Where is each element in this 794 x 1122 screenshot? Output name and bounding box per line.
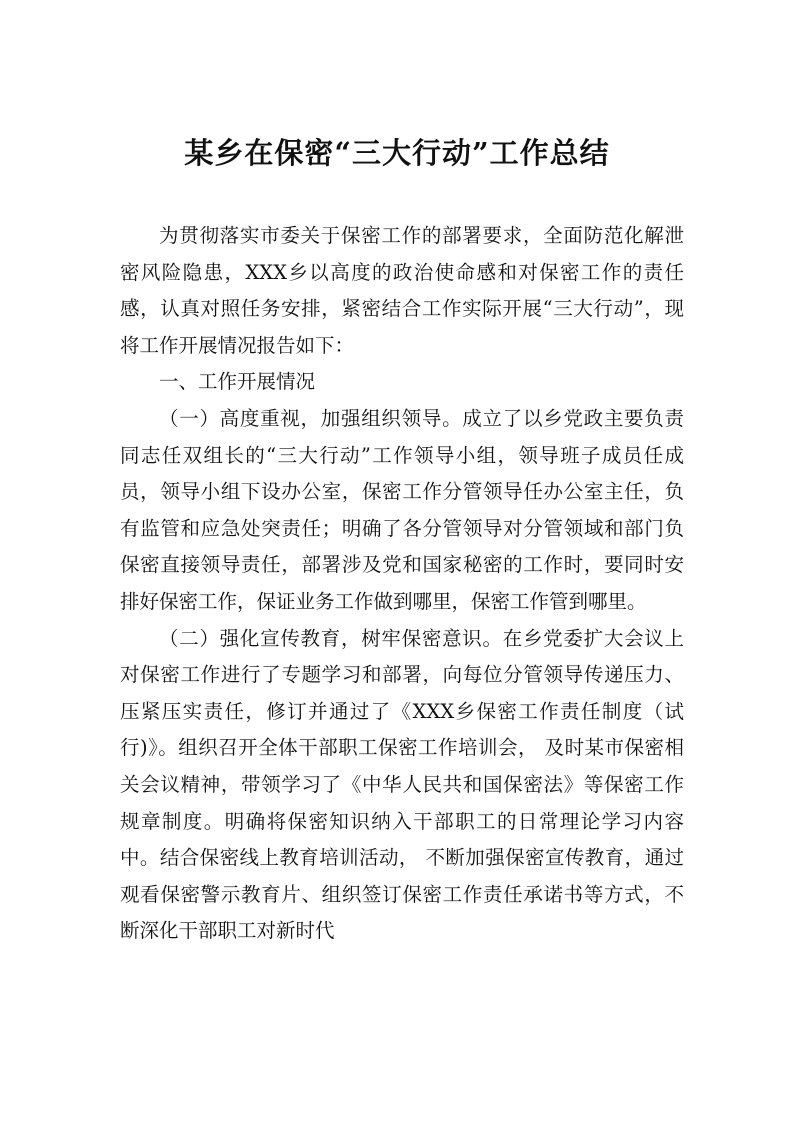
- section-heading-1: 一、工作开展情况: [159, 370, 316, 394]
- paragraph-intro: 为贯彻落实市委关于保密工作的部署要求，全面防范化解泄密风险隐患，XXX乡以高度的政治使命感和对保密工作的责任感，认真对照任务安排，紧密结合工作实际开展“三大行动”，现将工作开展情况报告如下：: [120, 224, 684, 357]
- paragraph-education: （二）强化宣传教育，树牢保密意识。在乡党委扩大会议上对保密工作进行了专题学习和部署，向每位分管领导传递压力、压紧压实责任，修订并通过了《XXX乡保密工作责任制度（试行)》。组织召开全体干部职工保密工作培训会， 及时某市保密相关会议精神，带领学习了《中华人民共和国保密法》等保密工作规章制度。明确将保密知识纳入干部职工的日常理论学习内容中。结合保密线上教育培训活动， 不断加强保密宣传教育，通过观看保密警示教育片、组织签订保密工作责任承诺书等方式，不断深化干部职工对新时代: [120, 626, 684, 943]
- document-title: 某乡在保密“三大行动”工作总结: [184, 136, 610, 170]
- document-body: [120, 218, 684, 950]
- paragraph-organization: （一）高度重视，加强组织领导。成立了以乡党政主要负责同志任双组长的“三大行动”工作领导小组，领导班子成员任成员，领导小组下设办公室，保密工作分管领导任办公室主任，负有监管和应急处突责任；明确了各分管领导对分管领域和部门负保密直接领导责任，部署涉及党和国家秘密的工作时，要同时安排好保密工作，保证业务工作做到哪里，保密工作管到哪里。: [120, 406, 684, 613]
